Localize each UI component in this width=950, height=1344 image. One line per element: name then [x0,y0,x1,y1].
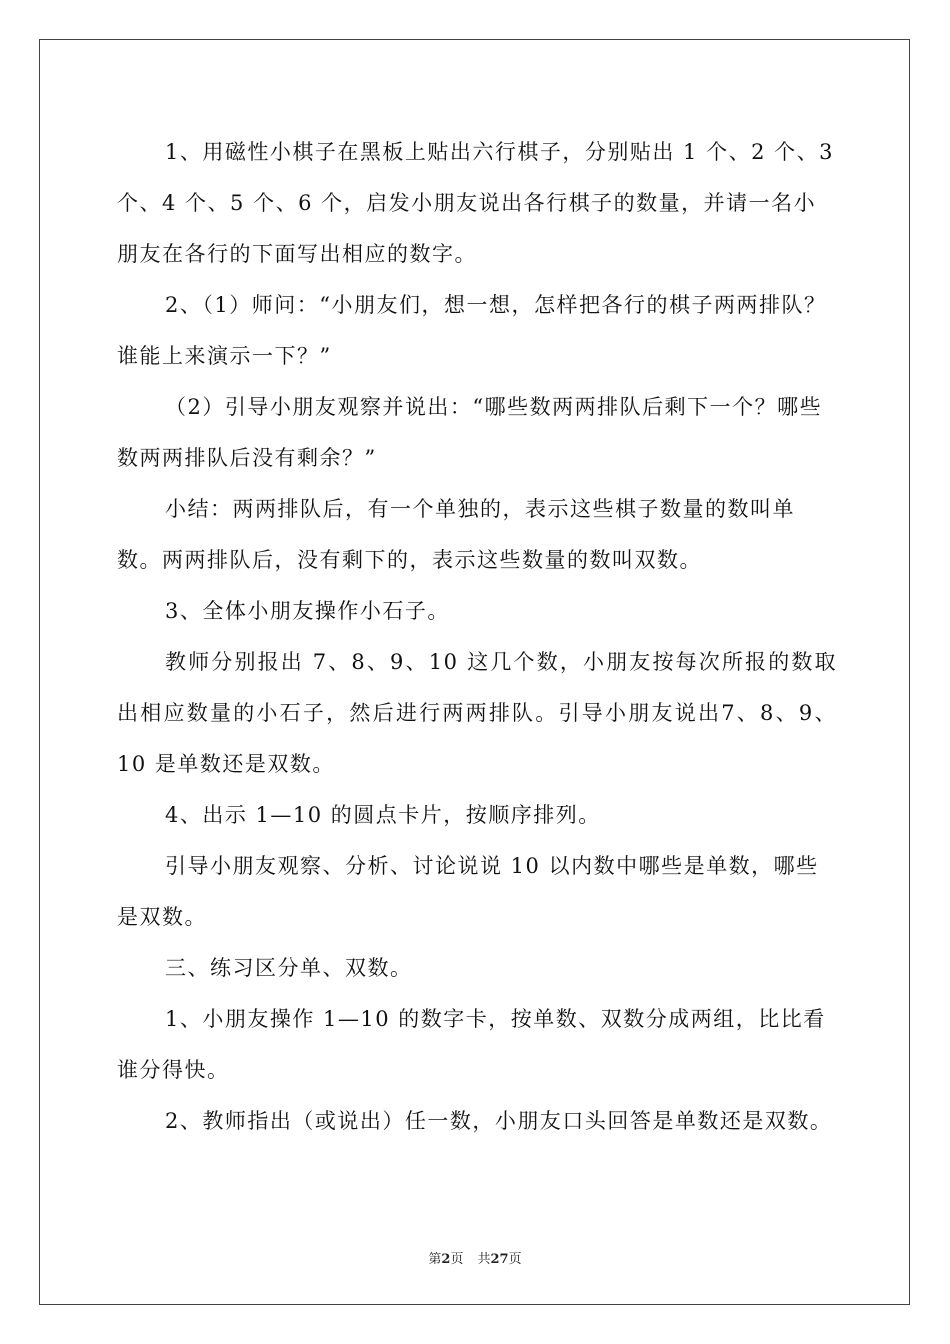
paragraph-5: 教师分别报出 7、8、9、10 这几个数，小朋友按每次所报的数取出相应数量的小石子，然后进行两两排队。引导小朋友说出7、8、9、10 是单数还是双数。 [117,650,837,776]
paragraph-1: 1、用磁性小棋子在黑板上贴出六行棋子，分别贴出 1 个、2 个、3 个、4 个、5 个、6 个，启发小朋友说出各行棋子的数量，并请一名小朋友在各行的下面写出相应的数字。 [117,140,834,266]
paragraph-7: 引导小朋友观察、分析、讨论说说 10 以内数中哪些是单数，哪些是双数。 [117,854,819,929]
document-body [117,127,837,1147]
page-number: 2 [441,1252,451,1267]
paragraph-summary: 小结：两两排队后，有一个单独的，表示这些棋子数量的数叫单数。两两排队后，没有剩下的，表示这些数量的数叫双数。 [117,497,795,572]
page-prefix: 第 [428,1252,442,1267]
paragraph-4: 3、全体小朋友操作小石子。 [165,599,450,623]
paragraph-2: 2、（1）师问：“小朋友们，想一想，怎样把各行的棋子两两排队？谁能上来演示一下？” [117,293,827,368]
paragraph-8: 1、小朋友操作 1—10 的数字卡，按单数、双数分成两组，比比看谁分得快。 [117,1007,826,1082]
total-suffix: 页 [508,1252,522,1267]
section-heading: 三、练习区分单、双数。 [165,956,413,980]
total-prefix: 共 [477,1252,491,1267]
page-footer [0,1248,950,1267]
paragraph-6: 4、出示 1—10 的圆点卡片，按顺序排列。 [165,803,601,827]
paragraph-3: （2）引导小朋友观察并说出：“哪些数两两排队后剩下一个？哪些数两两排队后没有剩余？” [117,395,823,470]
paragraph-9: 2、教师指出（或说出）任一数，小朋友口头回答是单数还是双数。 [165,1109,833,1133]
page-suffix: 页 [450,1252,464,1267]
total-pages: 27 [490,1252,509,1267]
